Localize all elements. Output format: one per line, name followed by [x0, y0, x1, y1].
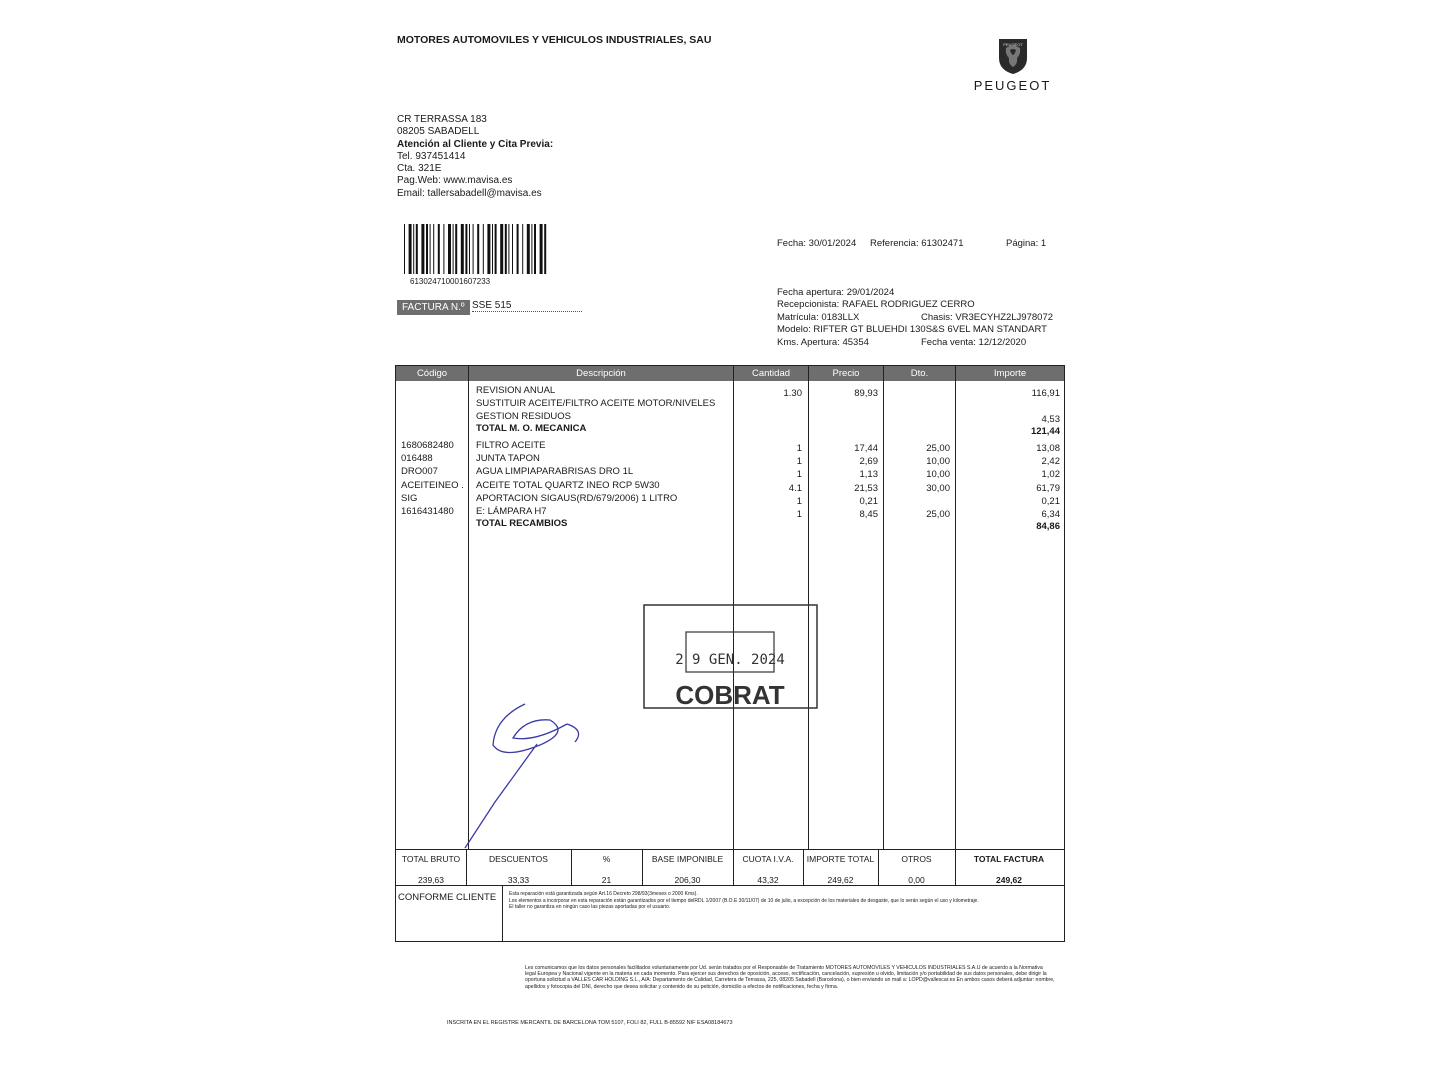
- cell-cantidad: 1.30: [783, 388, 802, 399]
- cell-descripcion: SUSTITUIR ACEITE/FILTRO ACEITE MOTOR/NIVELES: [476, 398, 716, 409]
- mercantile-registry: INSCRITA EN EL REGISTRE MERCANTIL DE BARCELONA TOM 5107, FOLI 82, FULL B-85592 NIF ESA08184673: [447, 1020, 733, 1026]
- receptionist: Recepcionista: RAFAEL RODRIGUEZ CERRO: [777, 299, 975, 311]
- base-imponible-label: BASE IMPONIBLE: [651, 854, 724, 864]
- cell-precio: 0,21: [859, 496, 878, 507]
- mileage: Kms. Apertura: 45354: [777, 336, 869, 348]
- cell-precio: 8,45: [859, 509, 878, 520]
- descuentos-value: 33,33: [507, 875, 530, 885]
- barcode-bar: [492, 224, 493, 274]
- barcode: [404, 224, 547, 274]
- barcode-bar: [448, 224, 451, 274]
- cuota-iva-value: 43,32: [757, 875, 779, 885]
- account: Cta. 321E: [397, 163, 442, 175]
- barcode-bar: [505, 224, 507, 274]
- barcode-bar: [473, 224, 474, 274]
- header-descripcion: Descripción: [469, 366, 733, 381]
- cell-dto: 10,00: [926, 456, 950, 467]
- barcode-bar: [477, 224, 479, 274]
- cell-precio: 89,93: [854, 388, 878, 399]
- conforme-cliente-label: CONFORME CLIENTE: [398, 892, 497, 903]
- barcode-bar: [421, 224, 424, 274]
- cell-descripcion: GESTION RESIDUOS: [476, 411, 572, 422]
- svg-text:PEUGEOT: PEUGEOT: [1002, 42, 1023, 47]
- barcode-bar: [544, 224, 546, 274]
- legal-notes: [509, 891, 1059, 911]
- cell-importe: 13,08: [1036, 443, 1060, 454]
- barcode-bar: [487, 224, 490, 274]
- website: Pag.Web: www.mavisa.es: [397, 175, 513, 187]
- barcode-bar: [433, 224, 434, 274]
- cuota-iva-label: CUOTA I.V.A.: [742, 854, 794, 864]
- base-imponible-value: 206,30: [674, 875, 701, 885]
- cell-descripcion: E: LÁMPARA H7: [476, 506, 547, 517]
- header-importe: Importe: [956, 366, 1064, 381]
- otros-value: 0,00: [908, 875, 925, 885]
- cell-importe: 2,42: [1041, 456, 1060, 467]
- cell-descripcion: TOTAL M. O. MECANICA: [476, 423, 587, 434]
- address-city: 08205 SABADELL: [397, 126, 480, 138]
- phone: Tel. 937451414: [397, 150, 466, 162]
- cell-codigo: DRO007: [401, 466, 438, 477]
- barcode-bar: [404, 224, 405, 274]
- invoice-label: FACTURA N.º: [397, 300, 470, 315]
- legal-line: Esta reparación está garantizada según Art.16 Decreto 298/93(3meses o 2000 Kms).: [509, 891, 698, 897]
- brand-name: PEUGEOT: [973, 78, 1052, 93]
- cell-importe: 61,79: [1036, 483, 1060, 494]
- address-street: CR TERRASSA 183: [397, 114, 487, 125]
- cobrat-stamp: [643, 604, 818, 709]
- invoice-reference: Referencia: 61302471: [870, 238, 964, 249]
- sale-date: Fecha venta: 12/12/2020: [921, 336, 1027, 348]
- legal-line: Los elementos a incorporar en esta reparación están garantizados por el tiempo delRDL 1/2007 (B.O.E 30/11/07) de 10 de julio, a excepción de los materiales de desgaste, que lo serán según el uso y kilometraje.: [509, 897, 979, 904]
- importe-total-label: IMPORTE TOTAL: [806, 854, 875, 864]
- cell-codigo: 1616431480: [401, 506, 454, 517]
- header-dto: Dto.: [884, 366, 955, 381]
- barcode-bar: [455, 224, 457, 274]
- cell-cantidad: 1: [796, 443, 802, 454]
- chassis: Chasis: VR3ECYHZ2LJ978072: [921, 311, 1054, 323]
- cell-precio: 1,13: [859, 469, 878, 480]
- barcode-bar: [531, 224, 532, 274]
- total-bruto-label: TOTAL BRUTO: [401, 854, 461, 864]
- invoice-date: Fecha: 30/01/2024: [777, 238, 857, 249]
- cell-precio: 21,53: [854, 483, 878, 494]
- cell-descripcion: APORTACION SIGAUS(RD/679/2006) 1 LITRO: [476, 493, 678, 504]
- cell-precio: 2,69: [859, 456, 878, 467]
- cell-importe: 116,91: [1031, 388, 1060, 399]
- cell-dto: 30,00: [926, 483, 950, 494]
- cell-cantidad: 4.1: [788, 483, 802, 494]
- cell-cantidad: 1: [796, 496, 802, 507]
- header-precio: Precio: [809, 366, 883, 381]
- barcode-bar: [416, 224, 418, 274]
- company-name: MOTORES AUTOMOVILES Y VEHICULOS INDUSTRIALES, SAU: [397, 34, 712, 46]
- barcode-bar: [508, 224, 509, 274]
- importe-total-value: 249,62: [827, 875, 854, 885]
- cell-cantidad: 1: [796, 509, 802, 520]
- page-number: Página: 1: [1006, 238, 1047, 249]
- cell-codigo: 1680682480: [401, 440, 454, 451]
- barcode-bar: [534, 224, 536, 274]
- signature: [455, 690, 615, 860]
- barcode-bar: [430, 224, 431, 274]
- cell-cantidad: 1: [796, 469, 802, 480]
- stamp-date: 2 9 GEN. 2024: [675, 652, 785, 668]
- cell-importe: 4,53: [1041, 414, 1060, 425]
- cell-importe: 6,34: [1041, 509, 1060, 520]
- model: Modelo: RIFTER GT BLUEHDI 130S&S 6VEL MAN STANDART: [777, 324, 1047, 336]
- barcode-bar: [517, 224, 519, 274]
- barcode-bar: [527, 224, 530, 274]
- barcode-bar: [443, 224, 444, 274]
- company-address: [397, 114, 553, 200]
- email: Email: tallersabadell@mavisa.es: [397, 187, 542, 199]
- cell-dto: 25,00: [926, 509, 950, 520]
- barcode-bar: [413, 224, 414, 274]
- header-cantidad: Cantidad: [734, 366, 808, 381]
- barcode-bar: [495, 224, 497, 274]
- total-factura-label: TOTAL FACTURA: [973, 854, 1045, 864]
- cell-dto: 25,00: [926, 443, 950, 454]
- cell-codigo: 016488: [401, 453, 433, 464]
- cell-descripcion: AGUA LIMPIAPARABRISAS DRO 1L: [476, 466, 634, 477]
- privacy-notice: Les comunicamos que los datos personales facilitados voluntariamente por Ud. serán tratados por el Responsable de Tratamiento MOTORES AUTOMOVILES Y VEHICULOS INDUSTRIALES S.A.U de acuerdo a la Normativa legal Europea y Nacional vigente en la materia en cada momento. Para ejercer sus derechos de oposición, acceso, rectificación, cancelación, supresión u olvido, limitación y/o portabilidad de sus datos personales, debe dirigir la oportuna solicitud a VALLES CAR HOLDING S.L., A/A: Departamento de Calidad, Carretera de Terrassa, 225, 08205 Sabadell (Barcelona), o bien enviando un mail a: LOPD@vallescar.es En ambos casos deberá adjuntar: nombre, apellidos y fotocopia del DNI, derecho que desea solicitar y contenido de su petición, domicilio a efectos de notificaciones, fecha y firma.: [525, 965, 1055, 990]
- iva-pct-label: %: [602, 854, 611, 864]
- cell-importe: 0,21: [1041, 496, 1060, 507]
- header-codigo: Código: [396, 366, 468, 381]
- cell-importe: 1,02: [1041, 469, 1060, 480]
- barcode-bar: [426, 224, 428, 274]
- service-label: Atención al Cliente y Cita Previa:: [397, 138, 554, 150]
- barcode-bar: [409, 224, 412, 274]
- total-bruto-value: 239,63: [418, 875, 444, 885]
- barcode-bar: [438, 224, 440, 274]
- otros-label: OTROS: [901, 854, 932, 864]
- total-factura-value: 249,62: [996, 875, 1022, 885]
- cell-importe: 84,86: [1036, 521, 1060, 532]
- iva-pct-value: 21: [601, 875, 612, 885]
- peugeot-lion-shield-icon: [993, 36, 1033, 76]
- barcode-bar: [483, 224, 484, 274]
- cell-codigo: ACEITEINEO .: [401, 480, 464, 491]
- barcode-bar: [512, 224, 513, 274]
- barcode-bar: [522, 224, 523, 274]
- descuentos-label: DESCUENTOS: [489, 854, 548, 864]
- cell-precio: 17,44: [854, 443, 878, 454]
- cell-dto: 10,00: [926, 469, 950, 480]
- cell-importe: 121,44: [1030, 426, 1060, 437]
- cell-descripcion: REVISION ANUAL: [476, 385, 556, 396]
- invoice-number: SSE 515: [472, 300, 582, 312]
- barcode-bar: [465, 224, 467, 274]
- barcode-bar: [461, 224, 464, 274]
- brand-logo: [955, 36, 1070, 93]
- license-plate: Matrícula: 0183LLX: [777, 311, 860, 323]
- vehicle-details: [777, 287, 1077, 349]
- cell-descripcion: JUNTA TAPON: [476, 453, 540, 464]
- cell-descripcion: ACEITE TOTAL QUARTZ INEO RCP 5W30: [476, 480, 660, 491]
- barcode-bar: [453, 224, 454, 274]
- barcode-bar: [500, 224, 503, 274]
- barcode-number: 613024710001607233: [410, 277, 491, 286]
- cell-descripcion: TOTAL RECAMBIOS: [476, 518, 568, 529]
- cell-descripcion: FILTRO ACEITE: [476, 440, 546, 451]
- barcode-bar: [469, 224, 470, 274]
- legal-line: El taller no garantiza en ningún caso las piezas aportadas por el usuario.: [509, 904, 671, 910]
- cell-codigo: SIG: [401, 493, 418, 504]
- cell-cantidad: 1: [796, 456, 802, 467]
- barcode-bar: [540, 224, 543, 274]
- opening-date: Fecha apertura: 29/01/2024: [777, 287, 895, 298]
- stamp-text: COBRAT: [675, 680, 785, 709]
